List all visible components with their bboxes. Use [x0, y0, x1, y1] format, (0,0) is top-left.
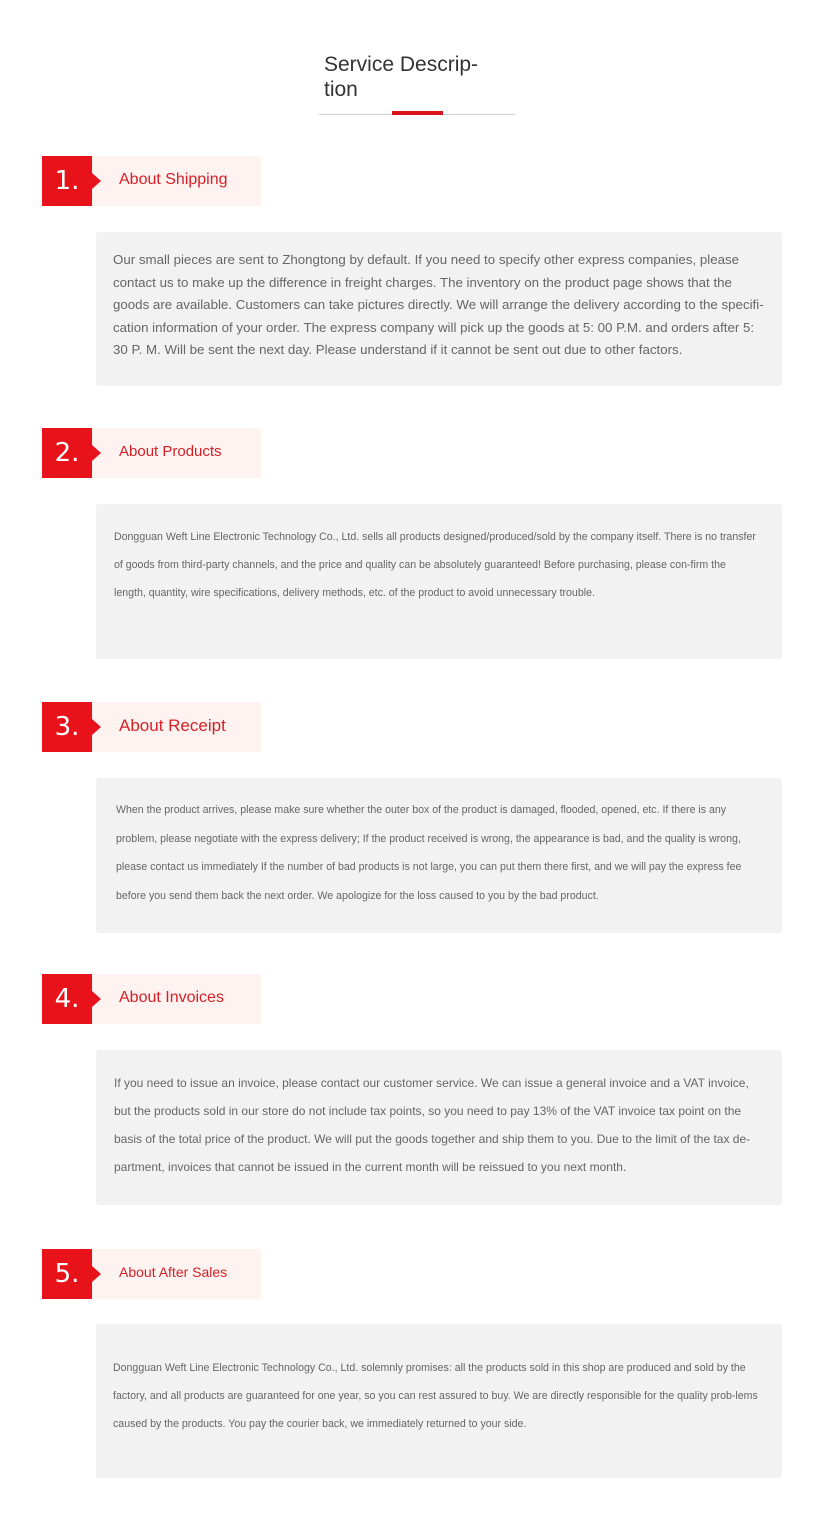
section-number: 3.: [42, 702, 92, 752]
section-header-receipt: [42, 702, 261, 752]
page-title-line-2: tion: [324, 78, 358, 101]
section-label-box: [92, 1249, 261, 1299]
section-header-products: [42, 428, 261, 478]
section-text: Our small pieces are sent to Zhongtong by default. If you need to specify other express companies, please contact us to make up the difference in freight charges. The inventory on the product page shows that the goods are available. Customers can take pictures directly. We will arrange the delivery according to the specifi-cation information of your order. The express company will pick up the goods at 5: 00 P.M. and orders after 5: 30 P. M. Will be sent the next day. Please understand if it cannot be sent out due to other factors.: [113, 252, 764, 358]
pointer-arrow-icon: [92, 173, 101, 189]
section-content-receipt: [96, 778, 782, 933]
section-label: About Invoices: [119, 989, 224, 1006]
section-header-shipping: [42, 156, 261, 206]
pointer-arrow-icon: [92, 719, 101, 735]
section-header-invoices: [42, 974, 261, 1024]
section-text: Dongguan Weft Line Electronic Technology Co., Ltd. sells all products designed/produced/sold by the company itself. There is no transfer of goods from third-party channels, and the price and quality can be absolutely guaranteed! Before purchasing, please con-firm the length, quantity, wire specifications, delivery methods, etc. of the product to avoid unnecessary trouble.: [114, 531, 756, 599]
section-text: If you need to issue an invoice, please contact our customer service. We can issue a general invoice and a VAT invoice, but the products sold in our store do not include tax points, so you need to pay 13% of the VAT invoice tax point on the basis of the total price of the product. We will put the goods together and ship them to you. Due to the limit of the tax de-partment, invoices that cannot be issued in the current month will be reissued to you next month.: [114, 1076, 751, 1174]
section-text: Dongguan Weft Line Electronic Technology Co., Ltd. solemnly promises: all the products sold in this shop are produced and sold by the factory, and all products are guaranteed for one year, so you can rest assured to buy. We are directly responsible for the quality prob-lems caused by the products. You pay the courier back, we immediately returned to your side.: [113, 1362, 758, 1430]
pointer-arrow-icon: [92, 445, 101, 461]
page-header: [319, 50, 515, 115]
title-accent-bar: [392, 111, 443, 115]
section-number: 4.: [42, 974, 92, 1024]
section-label: About Shipping: [119, 171, 228, 188]
page-title: [324, 52, 499, 102]
section-label-box: [92, 974, 261, 1024]
section-content-after-sales: [96, 1324, 782, 1478]
section-number: 5.: [42, 1249, 92, 1299]
page-title-line-1: Service Descrip-: [324, 53, 479, 76]
section-label-box: [92, 702, 261, 752]
section-number: 1.: [42, 156, 92, 206]
section-label-box: [92, 156, 261, 206]
section-text: When the product arrives, please make sure whether the outer box of the product is damaged, flooded, opened, etc. If there is any problem, please negotiate with the express delivery; If the product received is wrong, the appearance is bad, and the quality is wrong, please contact us immediately If the number of bad products is not large, you can put them there first, and we will pay the express fee before you send them back the next order. We apologize for the loss caused to you by the bad product.: [116, 804, 742, 902]
section-number: 2.: [42, 428, 92, 478]
section-header-after-sales: [42, 1249, 261, 1299]
section-label: About After Sales: [119, 1264, 228, 1280]
section-content-products: [96, 504, 782, 659]
pointer-arrow-icon: [92, 991, 101, 1007]
section-content-shipping: [96, 232, 782, 386]
section-label: About Products: [119, 443, 222, 460]
section-label: About Receipt: [119, 716, 226, 735]
section-label-box: [92, 428, 261, 478]
pointer-arrow-icon: [92, 1266, 101, 1282]
section-content-invoices: [96, 1050, 782, 1205]
